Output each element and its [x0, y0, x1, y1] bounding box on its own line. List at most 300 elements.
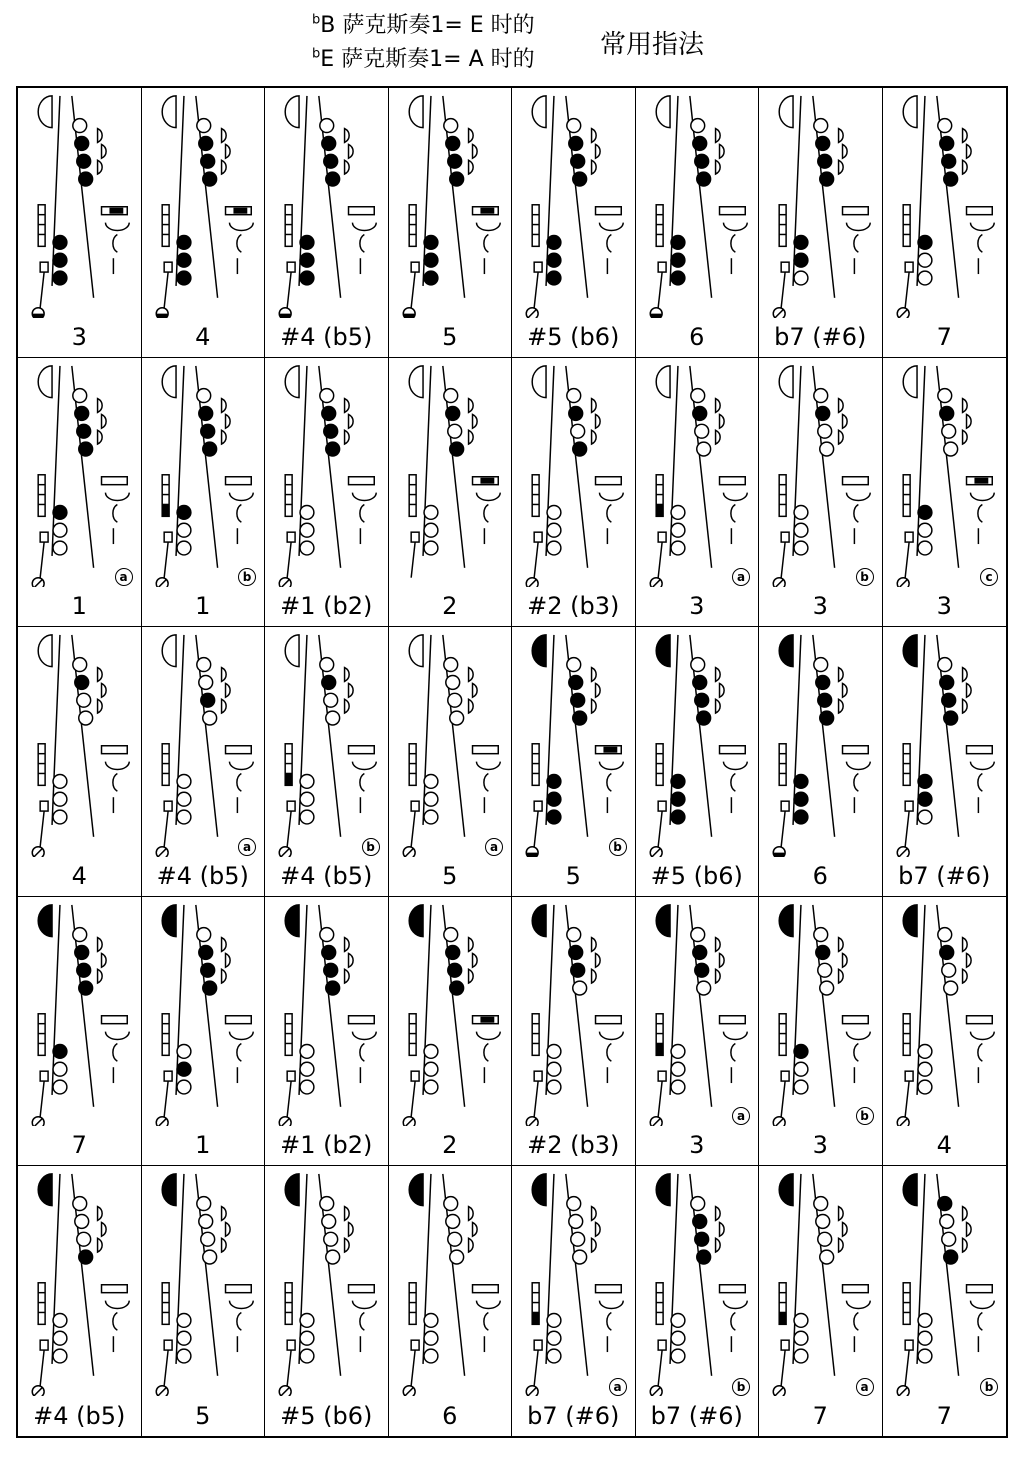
palm-key: [839, 969, 844, 983]
octave-key: [532, 96, 546, 128]
note-label: 7: [812, 1401, 828, 1430]
upper-key: [198, 1215, 212, 1229]
upper-key: [447, 693, 461, 707]
lower-key: [300, 775, 314, 789]
palm-key: [839, 1239, 844, 1253]
table-key: [905, 262, 913, 272]
ladder-keys: [409, 744, 416, 786]
upper-key: [818, 424, 832, 438]
table-key: [287, 262, 295, 272]
note-label: 3: [936, 592, 952, 621]
variant-mark: a: [485, 838, 503, 856]
fingering-diagram: [512, 88, 636, 318]
lower-key: [177, 253, 191, 267]
note-label: 5: [442, 861, 458, 890]
table-key: [411, 801, 419, 811]
stem-line: [781, 272, 785, 308]
bottom-ball-fill: [526, 853, 538, 857]
palm-key: [715, 430, 720, 444]
upper-key: [941, 154, 955, 168]
ladder-key-pressed: [532, 1313, 539, 1325]
upper-key: [79, 1251, 93, 1265]
side-curve: [476, 1301, 500, 1309]
note-label: 3: [71, 322, 87, 351]
variant-mark: a: [732, 568, 750, 586]
fingering-cell: [389, 627, 513, 897]
upper-key: [200, 154, 214, 168]
low-c-curve: [730, 234, 734, 252]
upper-key: [820, 711, 834, 725]
palm-key: [472, 684, 477, 698]
palm-key: [472, 144, 477, 158]
palm-key: [966, 953, 971, 967]
fingering-diagram: [142, 88, 266, 318]
upper-key: [79, 981, 93, 995]
upper-key: [198, 406, 212, 420]
side-curve: [476, 762, 500, 770]
lower-key: [918, 1062, 932, 1076]
side-curve: [970, 1301, 994, 1309]
upper-key: [73, 388, 87, 402]
low-c-curve: [607, 234, 611, 252]
table-key: [534, 1071, 542, 1081]
side-key: [843, 207, 869, 215]
low-c-curve: [483, 1043, 487, 1061]
side-curve: [846, 1031, 870, 1039]
octave-key: [285, 96, 299, 128]
upper-key: [939, 406, 953, 420]
low-c-curve: [360, 1043, 364, 1061]
side-key-pressed: [109, 208, 123, 214]
stem-line: [781, 1081, 785, 1117]
palm-key: [592, 398, 597, 412]
octave-key: [409, 635, 423, 667]
upper-key: [320, 1197, 334, 1211]
upper-key: [690, 658, 704, 672]
upper-key: [814, 388, 828, 402]
side-key: [596, 207, 622, 215]
upper-key: [941, 424, 955, 438]
side-curve: [723, 1301, 747, 1309]
lower-key: [918, 235, 932, 249]
palm-key: [98, 937, 103, 951]
fingering-cell: [883, 897, 1007, 1167]
side-key: [225, 1016, 251, 1024]
fingering-diagram: [18, 627, 142, 857]
side-curve: [105, 223, 129, 231]
lower-key: [918, 541, 932, 555]
palm-key: [472, 414, 477, 428]
palm-key: [98, 398, 103, 412]
palm-key: [349, 1223, 354, 1237]
lower-key: [794, 505, 808, 519]
side-key: [843, 746, 869, 754]
note-label: #4 (b5): [280, 861, 373, 890]
table-key: [287, 801, 295, 811]
fingering-diagram: [142, 627, 266, 857]
fingering-cell: [142, 627, 266, 897]
upper-key: [816, 676, 830, 690]
octave-key: [409, 96, 423, 128]
fingering-cell: [265, 897, 389, 1167]
table-key: [534, 532, 542, 542]
note-label: b7 (#6): [774, 322, 867, 351]
upper-key: [943, 1251, 957, 1265]
ladder-key-pressed: [656, 1043, 663, 1055]
upper-key: [77, 693, 91, 707]
lower-key: [547, 1332, 561, 1346]
stem-line: [40, 811, 44, 847]
palm-key: [349, 953, 354, 967]
side-key: [349, 1016, 375, 1024]
upper-key: [692, 136, 706, 150]
note-label: 6: [442, 1401, 458, 1430]
palm-key: [345, 129, 350, 143]
ladder-keys: [38, 1283, 45, 1325]
upper-key: [324, 693, 338, 707]
lower-key: [918, 1080, 932, 1094]
lower-key: [424, 505, 438, 519]
table-key: [658, 1071, 666, 1081]
upper-key: [573, 711, 587, 725]
side-key: [719, 1016, 745, 1024]
table-key: [905, 801, 913, 811]
fingering-diagram: [636, 627, 760, 857]
octave-key: [779, 96, 793, 128]
upper-key: [77, 1233, 91, 1247]
upper-key: [937, 388, 951, 402]
upper-key: [937, 119, 951, 133]
upper-key: [692, 1215, 706, 1229]
side-key: [225, 746, 251, 754]
upper-key: [324, 424, 338, 438]
palm-key: [349, 144, 354, 158]
upper-key: [943, 442, 957, 456]
upper-key: [694, 693, 708, 707]
stem-line: [411, 542, 415, 578]
note-label: b7 (#6): [527, 1401, 620, 1430]
palm-key: [345, 969, 350, 983]
fingering-cell: [389, 88, 513, 358]
upper-key: [445, 1215, 459, 1229]
side-key: [719, 207, 745, 215]
lower-key: [671, 505, 685, 519]
upper-key: [696, 981, 710, 995]
ladder-keys: [532, 474, 539, 516]
lower-key: [918, 523, 932, 537]
side-key: [472, 1285, 498, 1293]
side-key: [596, 1016, 622, 1024]
low-c-curve: [977, 234, 981, 252]
palm-key: [345, 398, 350, 412]
fingering-cell: [636, 358, 760, 628]
upper-key: [326, 442, 340, 456]
fingering-diagram: [512, 358, 636, 588]
lower-key: [424, 810, 438, 824]
side-curve: [599, 223, 623, 231]
lower-key: [177, 505, 191, 519]
lower-key: [918, 271, 932, 285]
side-key: [843, 476, 869, 484]
palm-key: [839, 937, 844, 951]
palm-key: [839, 129, 844, 143]
lower-key: [547, 235, 561, 249]
upper-key: [820, 172, 834, 186]
stem-line: [534, 272, 538, 308]
low-c-curve: [854, 1043, 858, 1061]
low-c-curve: [360, 504, 364, 522]
lower-key: [177, 1080, 191, 1094]
fingering-cell: [18, 627, 142, 897]
upper-key: [196, 119, 210, 133]
bottom-ball-fill: [156, 314, 168, 318]
palm-key: [225, 953, 230, 967]
ladder-keys: [162, 1283, 169, 1325]
flat-sign: b: [312, 46, 321, 62]
side-key: [719, 476, 745, 484]
title-line-2-text: E 萨克斯奏1= A 时的: [320, 47, 535, 72]
low-c-curve: [730, 1313, 734, 1331]
note-label: 4: [195, 322, 211, 351]
low-c-curve: [113, 234, 117, 252]
lower-key: [547, 775, 561, 789]
upper-key: [326, 1251, 340, 1265]
upper-key: [943, 172, 957, 186]
variant-mark: b: [856, 568, 874, 586]
side-key-pressed: [603, 747, 617, 753]
upper-key: [449, 1251, 463, 1265]
lower-key: [53, 271, 67, 285]
lower-key: [424, 253, 438, 267]
low-c-curve: [483, 504, 487, 522]
upper-key: [202, 442, 216, 456]
upper-key: [326, 711, 340, 725]
upper-key: [571, 963, 585, 977]
lower-key: [53, 1314, 67, 1328]
low-c-curve: [977, 504, 981, 522]
palm-key: [719, 144, 724, 158]
stem-line: [164, 542, 168, 578]
upper-key: [937, 927, 951, 941]
palm-key: [962, 668, 967, 682]
octave-key: [409, 905, 423, 937]
upper-key: [694, 154, 708, 168]
note-label: #4 (b5): [33, 1401, 126, 1430]
ladder-key-pressed: [162, 504, 169, 516]
table-key: [164, 532, 172, 542]
note-label: 3: [689, 592, 705, 621]
low-c-curve: [236, 234, 240, 252]
lower-key: [300, 792, 314, 806]
fingering-cell: [389, 1166, 513, 1436]
palm-key: [715, 160, 720, 174]
upper-key: [324, 963, 338, 977]
ladder-keys: [285, 474, 292, 516]
upper-key: [814, 927, 828, 941]
side-curve: [846, 492, 870, 500]
palm-key: [102, 1223, 107, 1237]
ladder-key-pressed: [656, 504, 663, 516]
table-key: [411, 262, 419, 272]
palm-key: [225, 144, 230, 158]
octave-key: [285, 1174, 299, 1206]
lower-key: [300, 235, 314, 249]
note-label: #5 (b6): [280, 1401, 373, 1430]
lower-key: [794, 1332, 808, 1346]
table-key: [287, 532, 295, 542]
side-key: [349, 1285, 375, 1293]
upper-key: [569, 1215, 583, 1229]
side-key-pressed: [233, 208, 247, 214]
upper-key: [696, 1251, 710, 1265]
palm-key: [225, 1223, 230, 1237]
low-c-curve: [113, 1043, 117, 1061]
fingering-cell: [18, 897, 142, 1167]
upper-key: [198, 136, 212, 150]
stem-line: [534, 542, 538, 578]
lower-key: [671, 775, 685, 789]
lower-key: [671, 1314, 685, 1328]
upper-key: [939, 945, 953, 959]
lower-key: [300, 810, 314, 824]
upper-key: [75, 136, 89, 150]
lower-key: [671, 271, 685, 285]
palm-key: [843, 1223, 848, 1237]
table-key: [905, 1341, 913, 1351]
lower-key: [53, 505, 67, 519]
upper-key: [324, 1233, 338, 1247]
palm-key: [221, 668, 226, 682]
table-key: [781, 1341, 789, 1351]
fingering-diagram: [883, 88, 1007, 318]
upper-key: [77, 963, 91, 977]
note-label: #2 (b3): [527, 1131, 620, 1160]
stem-line: [905, 542, 909, 578]
table-key: [781, 532, 789, 542]
low-c-curve: [854, 504, 858, 522]
lower-key: [177, 271, 191, 285]
fingering-cell: [142, 1166, 266, 1436]
table-key: [411, 1341, 419, 1351]
lower-key: [177, 1332, 191, 1346]
upper-key: [202, 1251, 216, 1265]
fingering-diagram: [265, 627, 389, 857]
lower-key: [671, 235, 685, 249]
palm-key: [102, 953, 107, 967]
stem-line: [781, 1350, 785, 1386]
octave-key: [779, 366, 793, 398]
lower-key: [794, 1349, 808, 1363]
table-key: [164, 801, 172, 811]
side-key: [966, 746, 992, 754]
upper-key: [443, 927, 457, 941]
lower-key: [794, 1044, 808, 1058]
palm-key: [98, 668, 103, 682]
palm-key: [719, 414, 724, 428]
side-key: [966, 1016, 992, 1024]
upper-key: [447, 424, 461, 438]
fingering-diagram: [389, 88, 513, 318]
lower-key: [424, 541, 438, 555]
palm-key: [468, 1207, 473, 1221]
fingering-diagram: [759, 1166, 883, 1396]
ladder-keys: [162, 744, 169, 786]
upper-key: [573, 1251, 587, 1265]
low-c-curve: [607, 504, 611, 522]
note-label: #5 (b6): [650, 861, 743, 890]
low-c-curve: [360, 1313, 364, 1331]
note-label: 6: [812, 861, 828, 890]
fingering-cell: [883, 358, 1007, 628]
lower-key: [794, 271, 808, 285]
upper-key: [692, 676, 706, 690]
palm-key: [468, 129, 473, 143]
stem-line: [658, 272, 662, 308]
variant-mark: a: [238, 838, 256, 856]
palm-key: [715, 668, 720, 682]
upper-key: [73, 658, 87, 672]
low-c-curve: [730, 504, 734, 522]
note-label: 2: [442, 592, 458, 621]
palm-key: [962, 699, 967, 713]
side-key: [966, 1285, 992, 1293]
table-key: [287, 1071, 295, 1081]
note-label: #5 (b6): [527, 322, 620, 351]
side-key: [102, 1285, 128, 1293]
upper-key: [694, 963, 708, 977]
upper-key: [77, 424, 91, 438]
fingering-diagram: [512, 897, 636, 1127]
note-label: 2: [442, 1131, 458, 1160]
side-curve: [723, 492, 747, 500]
note-label: 1: [71, 592, 87, 621]
upper-key: [690, 1197, 704, 1211]
bottom-ball-fill: [32, 314, 44, 318]
palm-key: [596, 684, 601, 698]
ladder-keys: [779, 474, 786, 516]
stem-line: [164, 1081, 168, 1117]
lower-key: [53, 1062, 67, 1076]
lower-key: [671, 1044, 685, 1058]
lower-key: [547, 1080, 561, 1094]
fingering-diagram: [18, 358, 142, 588]
upper-key: [937, 658, 951, 672]
palm-key: [715, 937, 720, 951]
fingering-cell: [512, 627, 636, 897]
upper-key: [939, 136, 953, 150]
table-key: [658, 801, 666, 811]
table-key: [534, 1341, 542, 1351]
ladder-keys: [903, 205, 910, 247]
octave-key: [903, 635, 917, 667]
upper-key: [75, 406, 89, 420]
palm-key: [468, 937, 473, 951]
lower-key: [300, 1332, 314, 1346]
upper-key: [196, 927, 210, 941]
ladder-keys: [38, 1014, 45, 1056]
stem-line: [287, 1350, 291, 1386]
lower-key: [177, 810, 191, 824]
upper-key: [79, 711, 93, 725]
lower-key: [671, 1349, 685, 1363]
stem-line: [164, 811, 168, 847]
low-c-curve: [607, 1313, 611, 1331]
fingering-cell: [265, 627, 389, 897]
ladder-keys: [779, 1014, 786, 1056]
fingering-diagram: [18, 1166, 142, 1396]
side-key-pressed: [974, 477, 988, 483]
side-key: [719, 1285, 745, 1293]
